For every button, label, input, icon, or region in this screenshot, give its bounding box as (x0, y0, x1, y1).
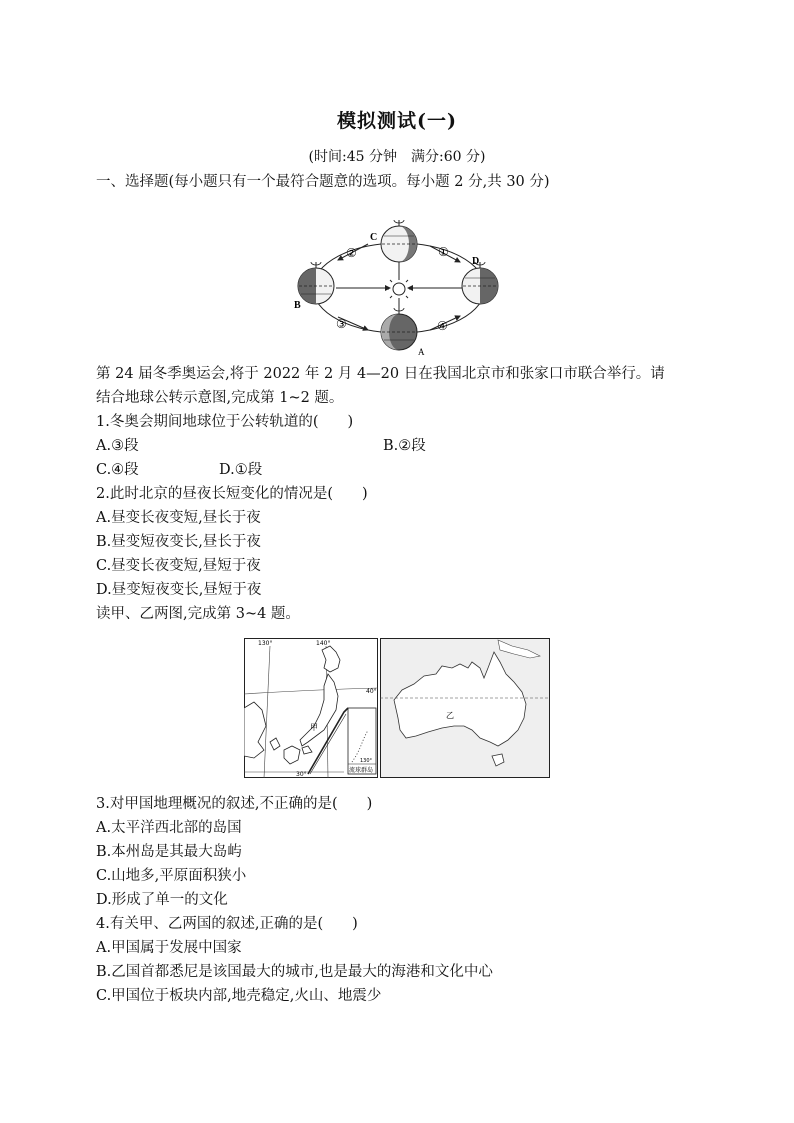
intro-1-line-1: 第 24 届冬季奥运会,将于 2022 年 2 月 4—20 日在我国北京市和张家口市联合举行。请 (96, 366, 665, 382)
lon-140: 140° (316, 640, 331, 647)
lon-130: 130° (258, 640, 273, 647)
q3-stem: 3.对甲国地理概况的叙述,不正确的是( ) (96, 796, 373, 812)
q3-option-b: B.本州岛是其最大岛屿 (96, 844, 242, 860)
label-a: A (418, 347, 425, 357)
q4-option-c: C.甲国位于板块内部,地壳稳定,火山、地震少 (96, 988, 382, 1004)
segment-4: ④ (437, 319, 448, 333)
q2-option-b: B.昼变短夜变长,昼长于夜 (96, 534, 261, 550)
q1-stem: 1.冬奥会期间地球位于公转轨道的( ) (96, 414, 354, 430)
q1-option-d: D.①段 (219, 462, 263, 478)
exam-info: (时间:45 分钟 满分:60 分) (308, 149, 486, 165)
label-c: C (370, 232, 378, 243)
page-title: 模拟测试(一) (337, 110, 457, 132)
earth-a-icon (381, 308, 417, 350)
lat-30: 30° (296, 771, 307, 778)
map-yi (380, 638, 550, 778)
inset-lon: 130° (360, 758, 373, 764)
q4-option-b: B.乙国首都悉尼是该国最大的城市,也是最大的海港和文化中心 (96, 964, 493, 980)
q4-option-a: A.甲国属于发展中国家 (96, 940, 242, 956)
country-yi-label: 乙 (446, 711, 454, 720)
earth-b-icon (298, 262, 334, 304)
intro-2: 读甲、乙两图,完成第 3~4 题。 (96, 606, 300, 622)
q2-option-c: C.昼变长夜变短,昼短于夜 (96, 558, 261, 574)
country-jia-label: 甲 (310, 723, 318, 732)
inset-label: 流球群岛 (349, 767, 374, 774)
q2-option-a: A.昼变长夜变短,昼长于夜 (96, 510, 261, 526)
segment-3: ③ (336, 317, 347, 331)
section-heading: 一、选择题(每小题只有一个最符合题意的选项。每小题 2 分,共 30 分) (96, 174, 550, 190)
intro-1-line-2: 结合地球公转示意图,完成第 1~2 题。 (96, 390, 344, 406)
lat-40: 40° (366, 688, 377, 695)
segment-1: ① (438, 245, 449, 259)
q3-option-c: C.山地多,平原面积狭小 (96, 868, 247, 884)
q2-stem: 2.此时北京的昼夜长短变化的情况是( ) (96, 486, 368, 502)
q1-option-c: C.④段 (96, 462, 139, 478)
q2-option-d: D.昼变短夜变长,昼短于夜 (96, 582, 262, 598)
q3-option-d: D.形成了单一的文化 (96, 892, 228, 908)
q3-option-a: A.太平洋西北部的岛国 (96, 820, 242, 836)
label-b: B (294, 300, 301, 311)
label-d: D (472, 256, 480, 267)
q1-option-b: B.②段 (383, 438, 426, 454)
map-jia (244, 638, 378, 778)
q1-option-a: A.③段 (96, 438, 139, 454)
earth-revolution-diagram (280, 214, 520, 360)
q4-stem: 4.有关甲、乙两国的叙述,正确的是( ) (96, 916, 358, 932)
earth-c-icon (381, 220, 417, 262)
earth-d-icon (462, 262, 498, 304)
segment-2: ② (346, 246, 357, 260)
